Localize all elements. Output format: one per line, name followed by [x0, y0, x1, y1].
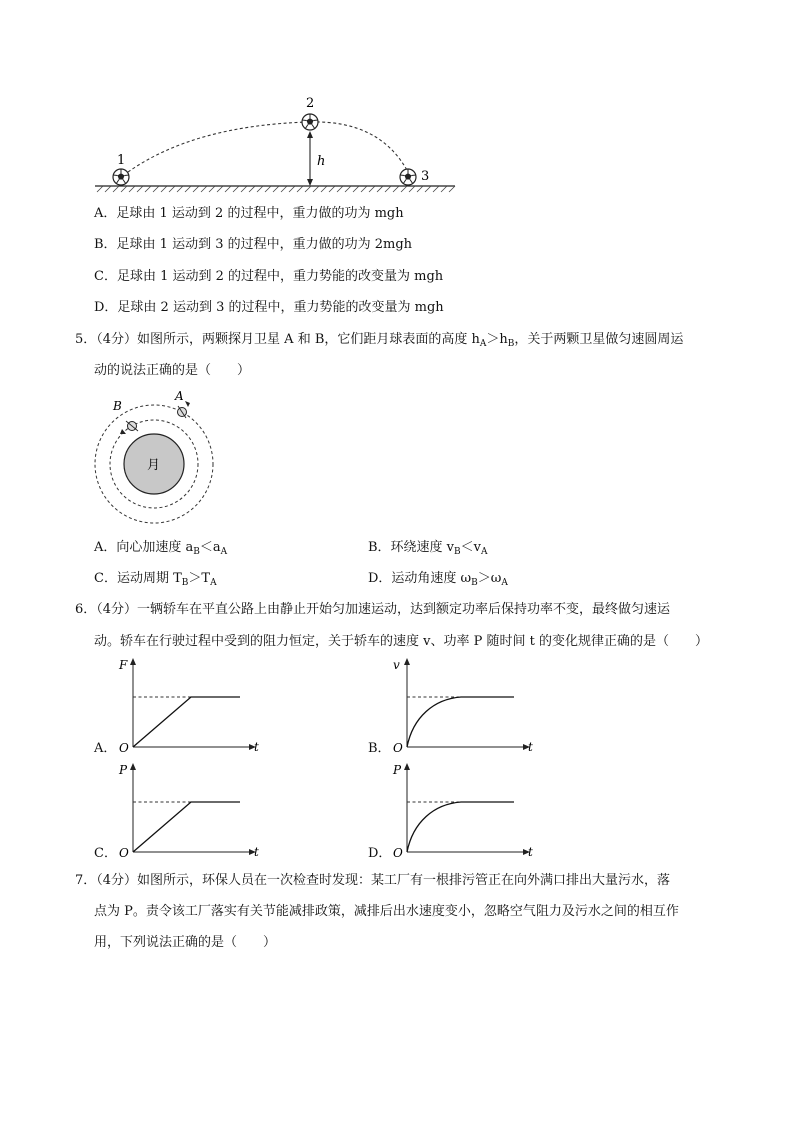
q6-stem-line1: 6．（4分）一辆轿车在平直公路上由静止开始匀加速运动，达到额定功率后保持功率不变，最终做匀速运 — [75, 602, 671, 617]
ball-3-icon — [400, 169, 416, 185]
svg-text:v: v — [393, 658, 400, 672]
svg-text:t: t — [254, 845, 259, 859]
q6-graph-d — [389, 760, 559, 860]
q5-option-d[interactable]: D．运动角速度 $\omega_B>\omega_A$ — [368, 571, 508, 588]
point-2-label: 2 — [306, 96, 315, 111]
svg-text:t: t — [528, 740, 533, 754]
q6-option-c-label[interactable]: C． — [94, 846, 117, 861]
orbit-arrow-a — [185, 401, 190, 407]
svg-text:t: t — [254, 740, 259, 754]
point-1-label: 1 — [117, 153, 126, 168]
q6-graph-c — [115, 760, 285, 860]
q5-option-a[interactable]: A．向心加速度 $a_B<a_A$ — [94, 540, 228, 557]
q7-stem-line3: 用，下列说法正确的是（ ） — [94, 935, 277, 950]
q4-option-b[interactable]: B．足球由 1 运动到 3 的过程中，重力做的功为 2mgh — [94, 237, 413, 252]
ball-2-icon — [302, 114, 318, 130]
ground-hatching — [97, 186, 455, 192]
svg-text:O: O — [393, 741, 403, 755]
q4-option-d[interactable]: D．足球由 2 运动到 3 的过程中，重力势能的改变量为 mgh — [94, 300, 444, 315]
svg-text:P: P — [393, 763, 402, 777]
q7-stem-line2: 点为 P。责令该工厂落实有关节能减排政策，减排后出水速度变小，忽略空气阻力及污水之间的相互作 — [94, 904, 679, 919]
q5-option-b[interactable]: B．环绕速度 $v_B<v_A$ — [368, 540, 488, 557]
svg-text:P: P — [119, 763, 128, 777]
height-label: h — [317, 154, 326, 169]
q5-stem-line1: 5．（4分）如图所示，两颗探月卫星 A 和 B，它们距月球表面的高度 $h_A>h_B$，关于两颗卫星做匀速圆周运 — [75, 332, 684, 349]
satellite-figure — [80, 385, 280, 535]
q5-option-c[interactable]: C．运动周期 $T_B>T_A$ — [94, 571, 217, 588]
ball-1-icon — [113, 169, 129, 185]
q6-option-a-label[interactable]: A． — [94, 741, 117, 756]
q6-graph-b — [389, 655, 559, 755]
moon-label: 月 — [147, 458, 161, 473]
point-3-label: 3 — [421, 169, 430, 184]
satellite-a-label: A — [175, 389, 184, 403]
q7-stem-line1: 7．（4分）如图所示，环保人员在一次检查时发现：某工厂有一根排污管正在向外满口排出大量污水，落 — [75, 873, 671, 888]
q6-option-b-label[interactable]: B． — [368, 741, 391, 756]
orbit-arrow-b — [120, 429, 126, 434]
trajectory-figure — [0, 0, 794, 200]
svg-text:O: O — [119, 846, 129, 860]
trajectory-path — [128, 122, 408, 172]
q6-option-d-label[interactable]: D． — [368, 846, 392, 861]
q4-option-a[interactable]: A．足球由 1 运动到 2 的过程中，重力做的功为 mgh — [94, 206, 404, 221]
satellite-b-label: B — [113, 399, 122, 413]
q6-stem-line2: 动。轿车在行驶过程中受到的阻力恒定，关于轿车的速度 v、功率 P 随时间 t 的变化规律正确的是（ ） — [94, 634, 708, 649]
q5-stem-line2: 动的说法正确的是（ ） — [94, 363, 251, 378]
svg-text:F: F — [119, 658, 128, 672]
q4-option-c[interactable]: C．足球由 1 运动到 2 的过程中，重力势能的改变量为 mgh — [94, 269, 444, 284]
svg-text:t: t — [528, 845, 533, 859]
q6-graph-a — [115, 655, 285, 755]
svg-text:O: O — [119, 741, 129, 755]
svg-text:O: O — [393, 846, 403, 860]
